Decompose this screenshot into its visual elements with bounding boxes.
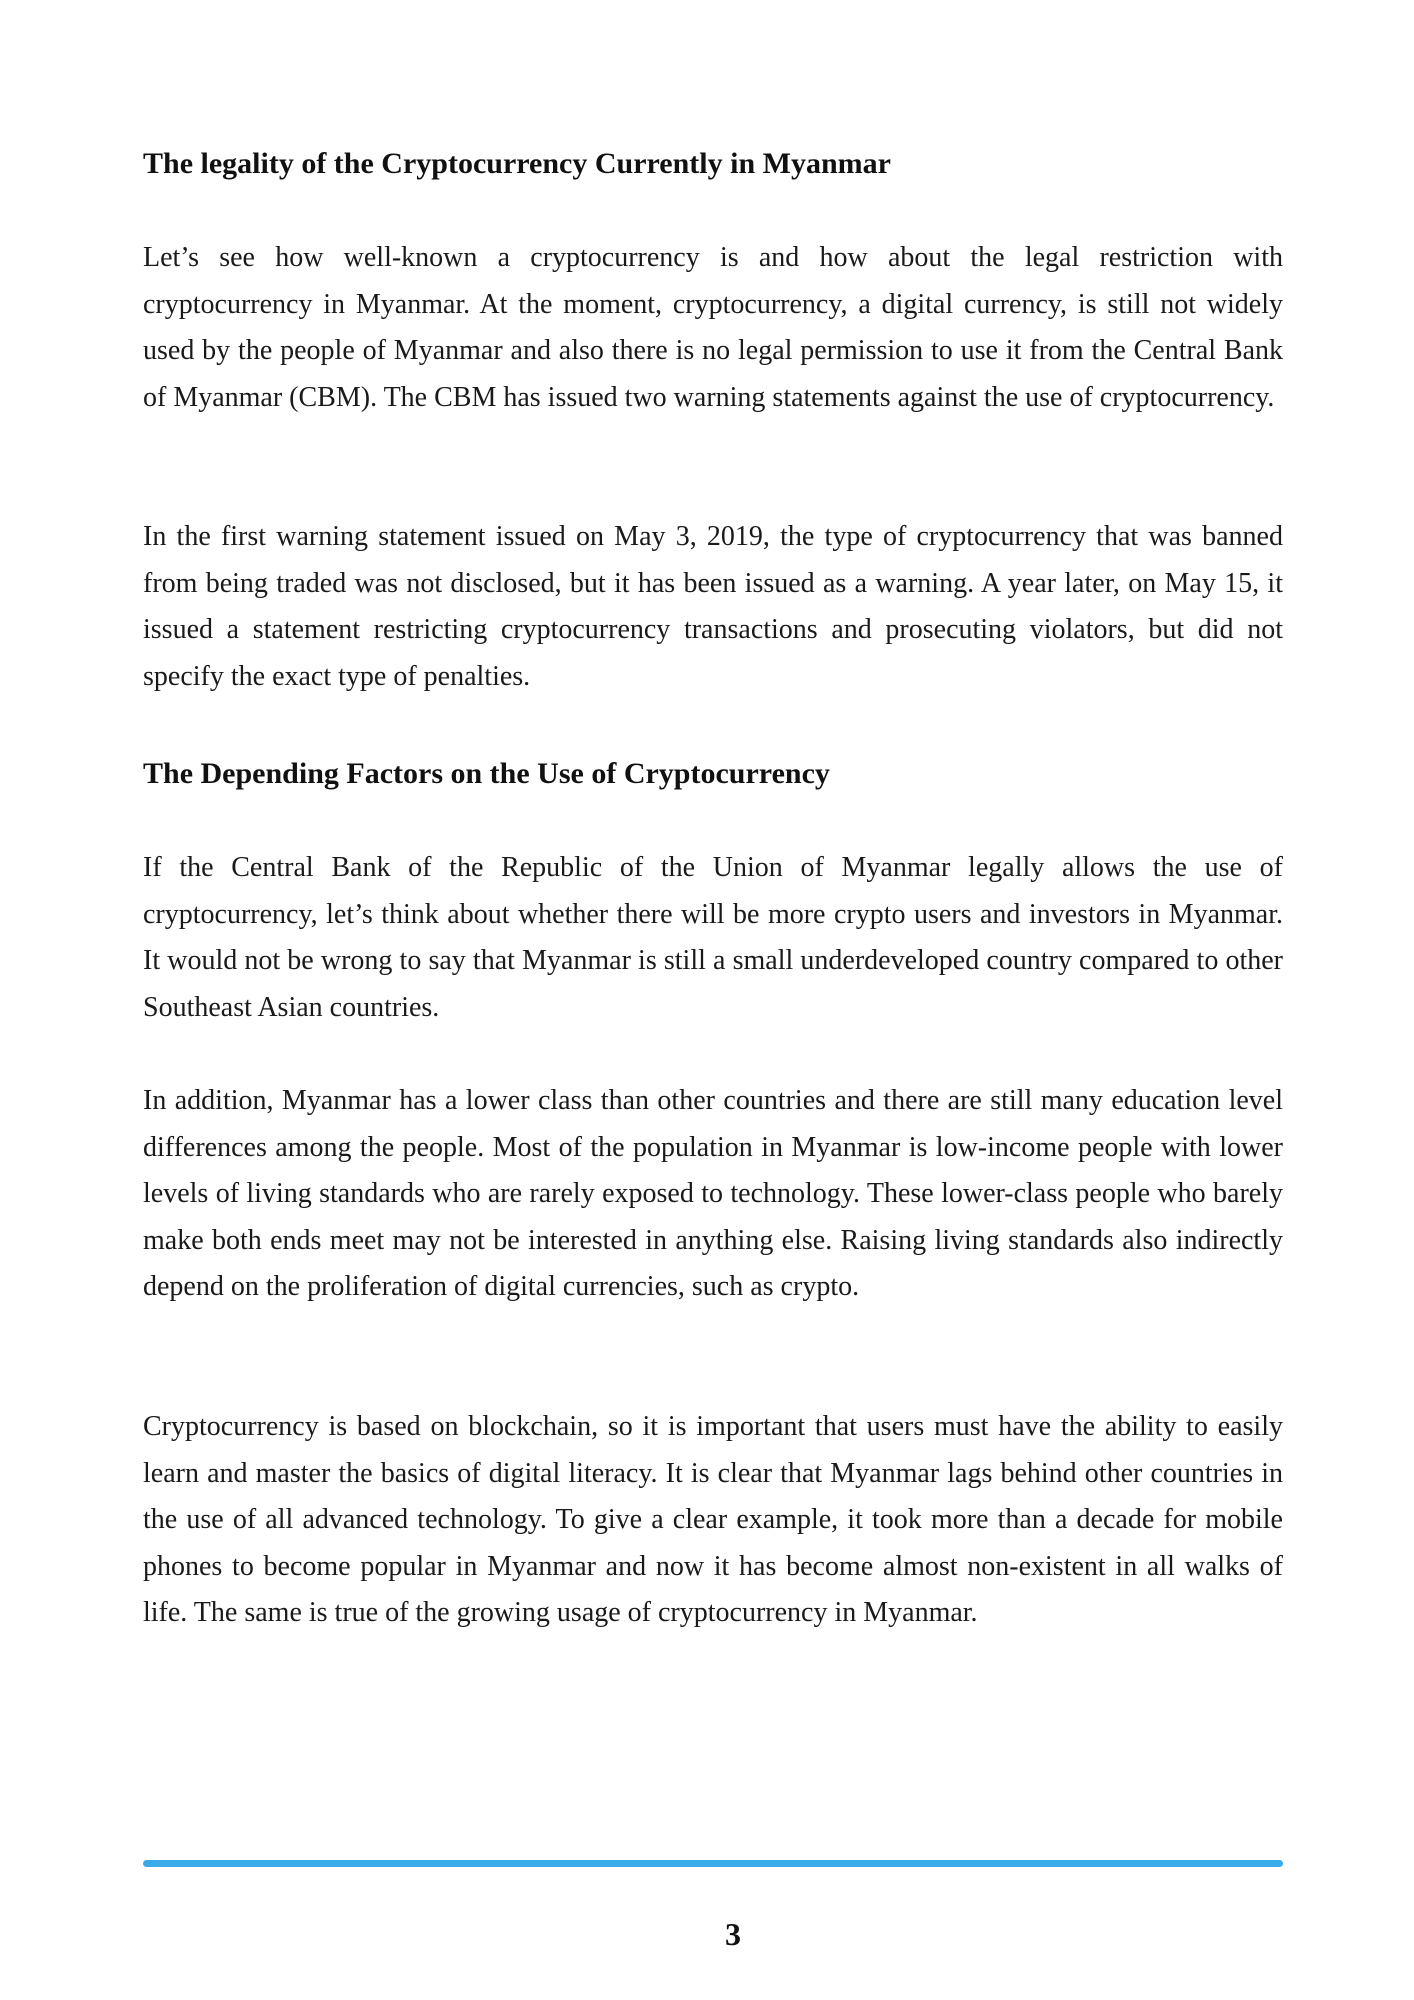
paragraph: If the Central Bank of the Republic of the Union of Myanmar legally allows the use of cryptocurrency, let’s think about whether there will be more crypto users and investors in Myanmar. It would not be wrong to say that Myanmar is still a small underdeveloped country compared to other Southeast Asian countries. [143,852,1283,1023]
footer-divider [143,1860,1283,1867]
paragraph: Let’s see how well-known a cryptocurrency is and how about the legal restriction with cryptocurrency in Myanmar. At the moment, cryptocurrency, a digital currency, is still not widely used by the people of Myanmar and also there is no legal permission to use it from the Central Bank of Myanmar (CBM). The CBM has issued two warning statements against the use of cryptocurrency. [143,242,1283,413]
paragraph: In addition, Myanmar has a lower class than other countries and there are still many education level differences among the people. Most of the population in Myanmar is low-income people with lower levels of living standards who are rarely exposed to technology. These lower-class people who barely make both ends meet may not be interested in anything else. Raising living standards also indirectly depend on the proliferation of digital currencies, such as crypto. [143,1085,1283,1302]
paragraph: In the first warning statement issued on May 3, 2019, the type of cryptocurrency that was banned from being traded was not disclosed, but it has been issued as a warning. A year later, on May 15, it issued a statement restricting cryptocurrency transactions and prosecuting violators, but did not specify the exact type of penalties. [143,521,1283,692]
section-heading-depending-factors: The Depending Factors on the Use of Cryptocurrency [143,757,830,790]
page-number: 3 [725,1916,741,1952]
paragraph: Cryptocurrency is based on blockchain, so it is important that users must have the ability to easily learn and master the basics of digital literacy. It is clear that Myanmar lags behind other countries in the use of all advanced technology. To give a clear example, it took more than a decade for mobile phones to become popular in Myanmar and now it has become almost non-existent in all walks of life. The same is true of the growing usage of cryptocurrency in Myanmar. [143,1411,1283,1628]
section-heading-legality: The legality of the Cryptocurrency Currently in Myanmar [143,147,891,180]
